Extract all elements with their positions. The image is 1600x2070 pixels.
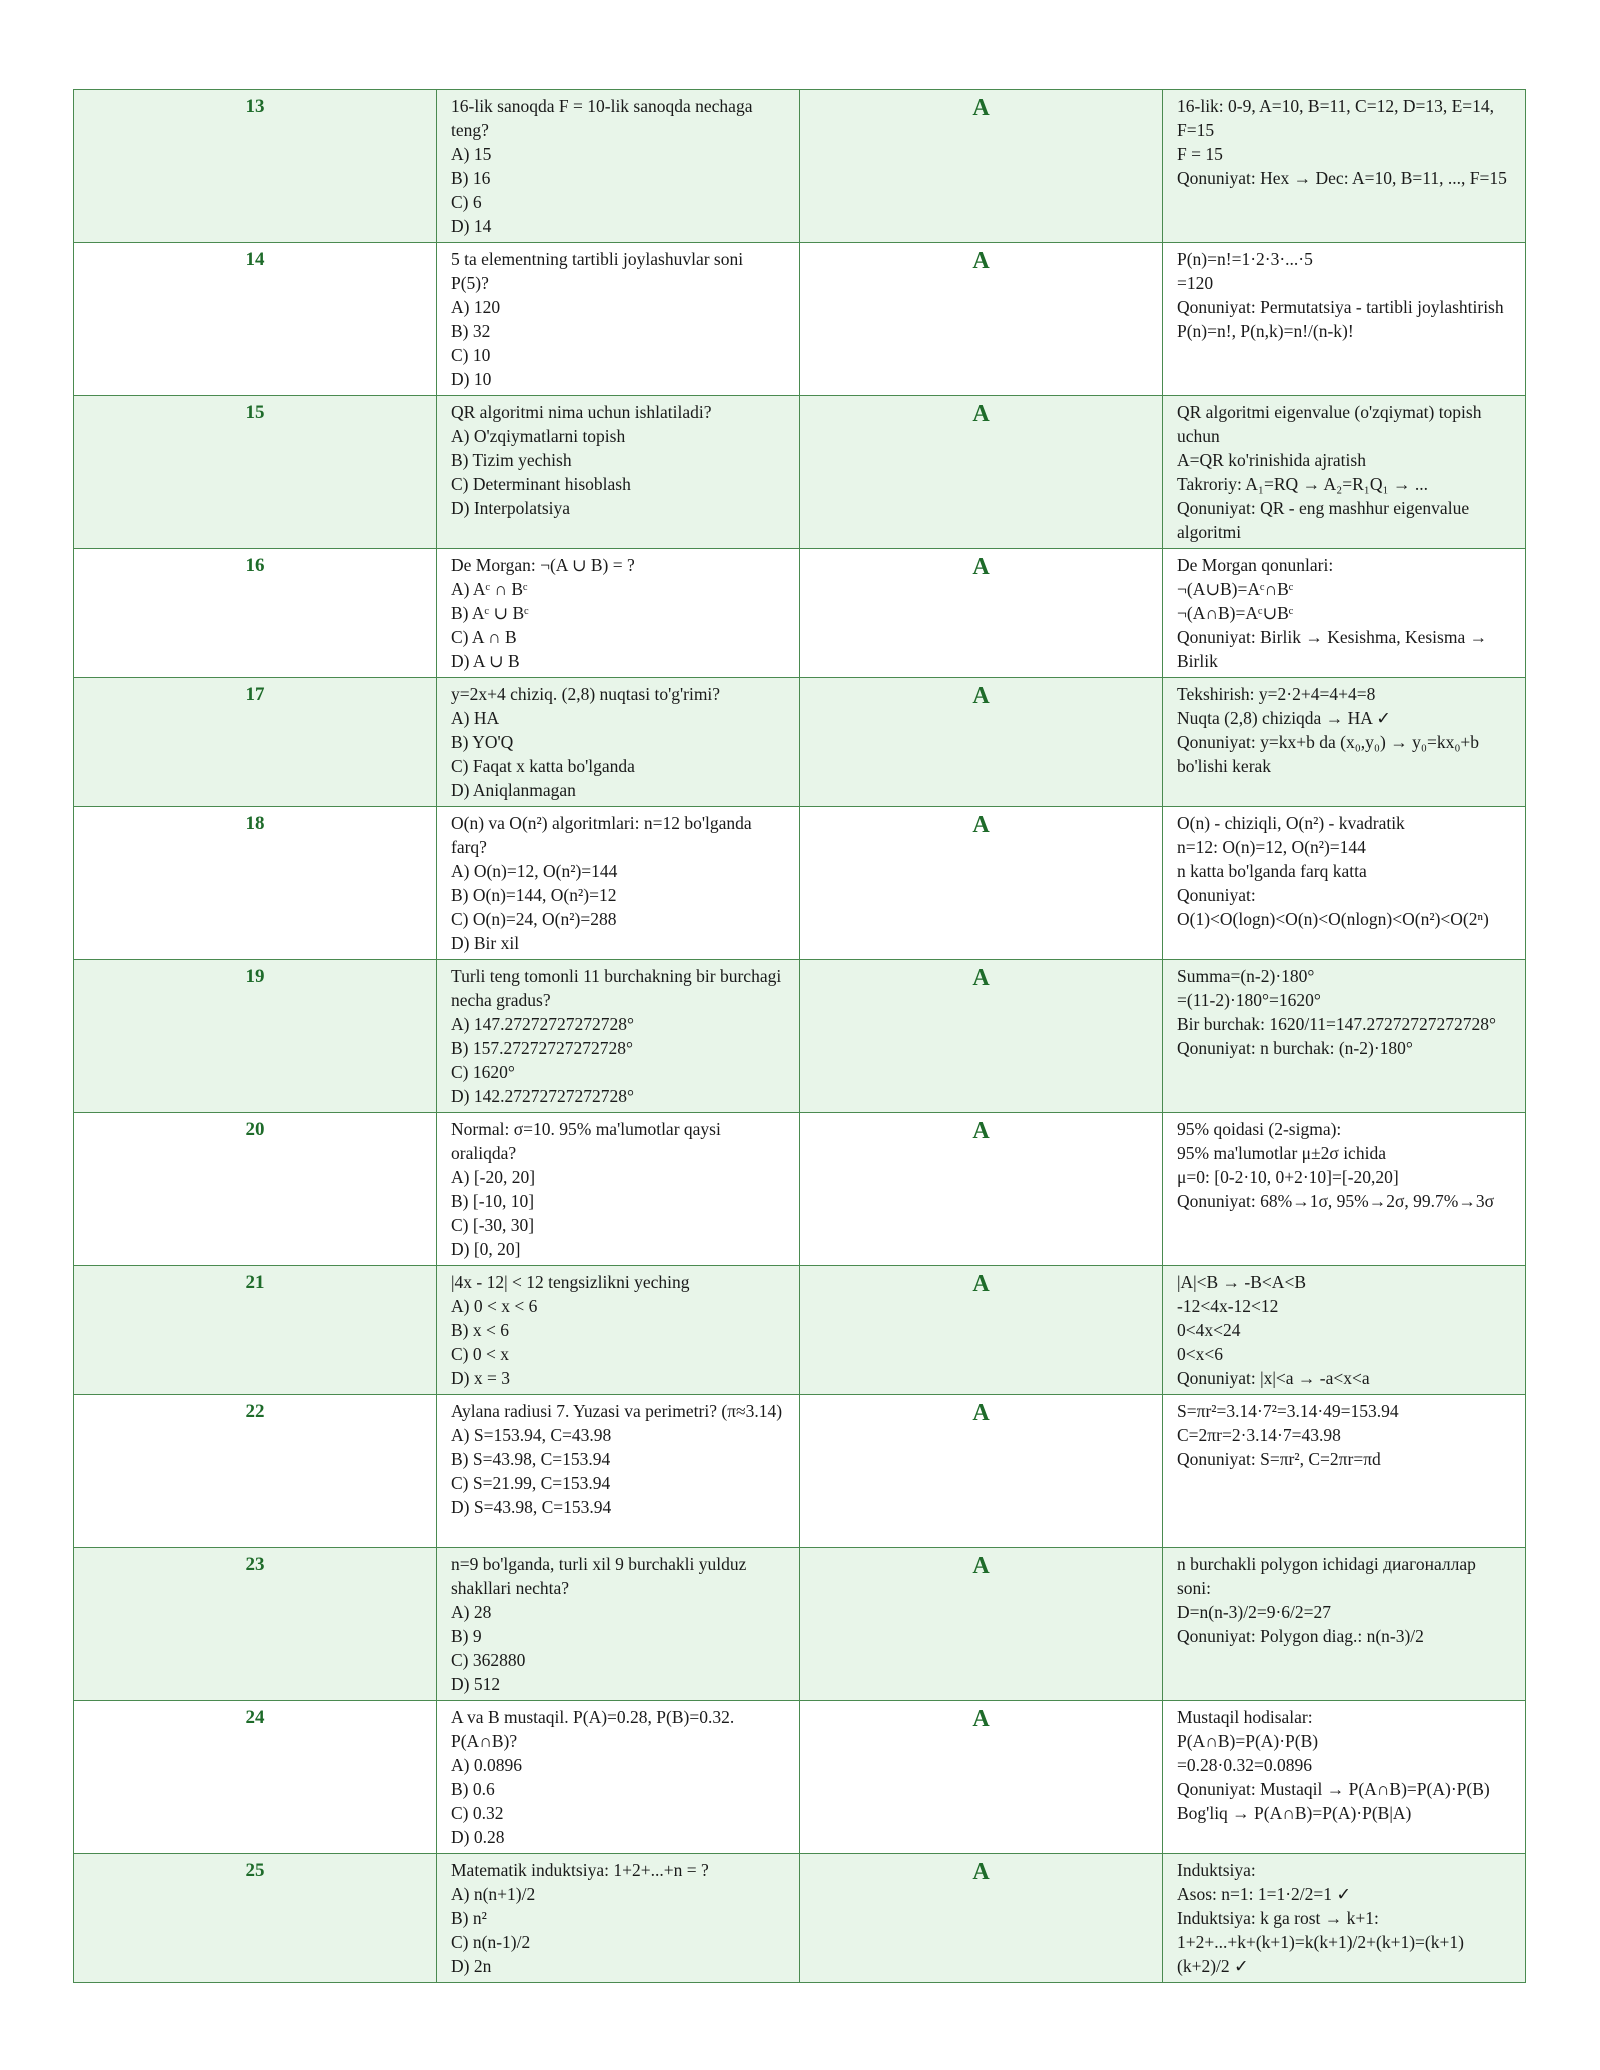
question-text: De Morgan: ¬(A ∪ B) = ? — [451, 555, 635, 575]
question-text: 16-lik sanoqda F = 10-lik sanoqda nechaga teng? — [451, 96, 753, 140]
explanation-line: Qonuniyat: 68%→1σ, 95%→2σ, 99.7%→3σ — [1177, 1191, 1495, 1211]
table-row — [74, 1854, 1526, 1983]
explanation-cell — [1163, 549, 1526, 678]
question-text: Matematik induktsiya: 1+2+...+n = ? — [451, 1860, 709, 1880]
explanation-line: Summa=(n-2)·180° — [1177, 966, 1315, 986]
question-cell — [437, 1113, 800, 1266]
question-text: QR algoritmi nima uchun ishlatiladi? — [451, 402, 712, 422]
answer-option: A) S=153.94, C=43.98 — [451, 1425, 612, 1445]
question-cell — [437, 243, 800, 396]
question-number: 23 — [74, 1548, 437, 1701]
explanation-line: Qonuniyat: y=kx+b da (x₀,y₀) → y₀=kx₀+b bo'lishi kerak — [1177, 732, 1480, 776]
answer-option: B) O(n)=144, O(n²)=12 — [451, 885, 617, 905]
explanation-line: Induktsiya: k ga rost → k+1: — [1177, 1908, 1379, 1928]
question-number: 22 — [74, 1395, 437, 1548]
table-row — [74, 1266, 1526, 1395]
answer-option: D) 14 — [451, 216, 492, 236]
explanation-line: Qonuniyat: Permutatsiya - tartibli joylashtirish — [1177, 297, 1504, 317]
table-row — [74, 678, 1526, 807]
table-row — [74, 1701, 1526, 1854]
question-number: 13 — [74, 90, 437, 243]
explanation-line: Qonuniyat: S=πr², C=2πr=πd — [1177, 1449, 1381, 1469]
explanation-line: n=12: O(n)=12, O(n²)=144 — [1177, 837, 1366, 857]
question-text: y=2x+4 chiziq. (2,8) nuqtasi to'g'rimi? — [451, 684, 721, 704]
question-cell — [437, 678, 800, 807]
table-row — [74, 1548, 1526, 1701]
table-row — [74, 549, 1526, 678]
answer-option: A) 147.27272727272728° — [451, 1014, 634, 1034]
answer-option: D) [0, 20] — [451, 1239, 521, 1259]
correct-answer: A — [800, 90, 1163, 243]
answer-option: D) 2n — [451, 1956, 492, 1976]
explanation-line: ¬(A∩B)=Aᶜ∪Bᶜ — [1177, 603, 1294, 623]
answer-option: A) 120 — [451, 297, 501, 317]
explanation-line: =120 — [1177, 273, 1214, 293]
answer-option: C) 362880 — [451, 1650, 526, 1670]
answer-option: C) 1620° — [451, 1062, 515, 1082]
question-number: 18 — [74, 807, 437, 960]
answer-option: D) 142.27272727272728° — [451, 1086, 634, 1106]
explanation-line: P(A∩B)=P(A)·P(B) — [1177, 1731, 1319, 1751]
table-row — [74, 396, 1526, 549]
table-row — [74, 960, 1526, 1113]
answer-option: B) n² — [451, 1908, 487, 1928]
answer-option: C) Determinant hisoblash — [451, 474, 631, 494]
answer-option: A) HA — [451, 708, 500, 728]
explanation-line: =0.28·0.32=0.0896 — [1177, 1755, 1312, 1775]
explanation-cell — [1163, 678, 1526, 807]
correct-answer: A — [800, 1395, 1163, 1548]
question-number: 21 — [74, 1266, 437, 1395]
explanation-line: C=2πr=2·3.14·7=43.98 — [1177, 1425, 1341, 1445]
explanation-line: De Morgan qonunlari: — [1177, 555, 1334, 575]
question-text: |4x - 12| < 12 tengsizlikni yeching — [451, 1272, 690, 1292]
answer-option: D) Bir xil — [451, 933, 520, 953]
explanation-line: Bog'liq → P(A∩B)=P(A)·P(B|A) — [1177, 1803, 1412, 1823]
explanation-cell — [1163, 807, 1526, 960]
explanation-line: F = 15 — [1177, 144, 1223, 164]
explanation-line: O(n) - chiziqli, O(n²) - kvadratik — [1177, 813, 1405, 833]
correct-answer: A — [800, 807, 1163, 960]
correct-answer: A — [800, 243, 1163, 396]
explanation-line: O(1)<O(logn)<O(n)<O(nlogn)<O(n²)<O(2ⁿ) — [1177, 909, 1489, 929]
question-cell — [437, 90, 800, 243]
question-cell — [437, 1854, 800, 1983]
answer-option: D) 512 — [451, 1674, 501, 1694]
explanation-line: Qonuniyat: n burchak: (n-2)·180° — [1177, 1038, 1413, 1058]
explanation-line: Qonuniyat: Hex → Dec: A=10, B=11, ..., F=15 — [1177, 168, 1507, 188]
explanation-cell — [1163, 1395, 1526, 1548]
answer-option: B) [-10, 10] — [451, 1191, 535, 1211]
explanation-line: Qonuniyat: — [1177, 885, 1256, 905]
answer-option: C) [-30, 30] — [451, 1215, 535, 1235]
answer-option: C) 6 — [451, 192, 482, 212]
answer-option: B) 9 — [451, 1626, 482, 1646]
question-number: 17 — [74, 678, 437, 807]
explanation-line: n katta bo'lganda farq katta — [1177, 861, 1367, 881]
explanation-line: ¬(A∪B)=Aᶜ∩Bᶜ — [1177, 579, 1294, 599]
answer-option: A) n(n+1)/2 — [451, 1884, 536, 1904]
explanation-line: 0<x<6 — [1177, 1344, 1223, 1364]
answer-option: D) x = 3 — [451, 1368, 510, 1388]
answer-option: A) 15 — [451, 144, 492, 164]
explanation-cell — [1163, 960, 1526, 1113]
explanation-cell — [1163, 1701, 1526, 1854]
correct-answer: A — [800, 549, 1163, 678]
explanation-line: |A|<B → -B<A<B — [1177, 1272, 1306, 1292]
question-number: 20 — [74, 1113, 437, 1266]
answer-option: D) 10 — [451, 369, 492, 389]
answer-option: A) 0.0896 — [451, 1755, 522, 1775]
answer-option: C) O(n)=24, O(n²)=288 — [451, 909, 617, 929]
explanation-cell — [1163, 90, 1526, 243]
table-row — [74, 1113, 1526, 1266]
explanation-line: Nuqta (2,8) chiziqda → HA ✓ — [1177, 708, 1391, 728]
explanation-line: 95% ma'lumotlar μ±2σ ichida — [1177, 1143, 1386, 1163]
table-row — [74, 90, 1526, 243]
question-text: n=9 bo'lganda, turli xil 9 burchakli yulduz shakllari nechta? — [451, 1554, 747, 1598]
correct-answer: A — [800, 1266, 1163, 1395]
explanation-cell — [1163, 243, 1526, 396]
explanation-line: Takroriy: A₁=RQ → A₂=R₁Q₁ → ... — [1177, 474, 1428, 494]
answer-option: A) O'zqiymatlarni topish — [451, 426, 626, 446]
answer-option: D) Interpolatsiya — [451, 498, 571, 518]
question-number: 16 — [74, 549, 437, 678]
question-cell — [437, 396, 800, 549]
question-cell — [437, 1701, 800, 1854]
explanation-cell — [1163, 1854, 1526, 1983]
question-number: 15 — [74, 396, 437, 549]
answer-option: A) 28 — [451, 1602, 492, 1622]
answer-option: B) 16 — [451, 168, 491, 188]
question-cell — [437, 1548, 800, 1701]
question-text: Turli teng tomonli 11 burchakning bir burchagi necha gradus? — [451, 966, 782, 1010]
question-cell — [437, 1395, 800, 1548]
answer-option: B) YO'Q — [451, 732, 514, 752]
answer-option: C) n(n-1)/2 — [451, 1932, 531, 1952]
question-number: 14 — [74, 243, 437, 396]
answer-option: B) Aᶜ ∪ Bᶜ — [451, 603, 529, 623]
explanation-line: D=n(n-3)/2=9·6/2=27 — [1177, 1602, 1332, 1622]
explanation-line: -12<4x-12<12 — [1177, 1296, 1279, 1316]
explanation-cell — [1163, 396, 1526, 549]
explanation-line: Tekshirish: y=2·2+4=4+4=8 — [1177, 684, 1376, 704]
answer-option: B) S=43.98, C=153.94 — [451, 1449, 611, 1469]
explanation-line: =(11-2)·180°=1620° — [1177, 990, 1321, 1010]
explanation-line: A=QR ko'rinishida ajratish — [1177, 450, 1366, 470]
question-number: 24 — [74, 1701, 437, 1854]
question-text: A va B mustaqil. P(A)=0.28, P(B)=0.32. P(A∩B)? — [451, 1707, 735, 1751]
answer-option: C) S=21.99, C=153.94 — [451, 1473, 611, 1493]
explanation-line: n burchakli polygon ichidagi диагоналлар soni: — [1177, 1554, 1476, 1598]
answer-option: B) 0.6 — [451, 1779, 495, 1799]
explanation-line: Induktsiya: — [1177, 1860, 1256, 1880]
question-cell — [437, 1266, 800, 1395]
answer-option: C) Faqat x katta bo'lganda — [451, 756, 635, 776]
correct-answer: A — [800, 1113, 1163, 1266]
answer-option: D) S=43.98, C=153.94 — [451, 1497, 612, 1517]
answer-option: C) 0 < x — [451, 1344, 509, 1364]
explanation-line: μ=0: [0-2·10, 0+2·10]=[-20,20] — [1177, 1167, 1399, 1187]
question-cell — [437, 960, 800, 1113]
correct-answer: A — [800, 1701, 1163, 1854]
correct-answer: A — [800, 1854, 1163, 1983]
question-text: 5 ta elementning tartibli joylashuvlar soni P(5)? — [451, 249, 744, 293]
answer-option: B) 32 — [451, 321, 491, 341]
question-text: Normal: σ=10. 95% ma'lumotlar qaysi oraliqda? — [451, 1119, 721, 1163]
question-cell — [437, 807, 800, 960]
correct-answer: A — [800, 1548, 1163, 1701]
answer-key-table — [73, 89, 1526, 1983]
explanation-cell — [1163, 1113, 1526, 1266]
question-number: 19 — [74, 960, 437, 1113]
question-cell — [437, 549, 800, 678]
table-row — [74, 1395, 1526, 1548]
explanation-line: Qonuniyat: Mustaqil → P(A∩B)=P(A)·P(B) — [1177, 1779, 1490, 1799]
explanation-line: QR algoritmi eigenvalue (o'zqiymat) topish uchun — [1177, 402, 1482, 446]
answer-option: C) A ∩ B — [451, 627, 517, 647]
explanation-cell — [1163, 1548, 1526, 1701]
explanation-line: Bir burchak: 1620/11=147.27272727272728° — [1177, 1014, 1497, 1034]
correct-answer: A — [800, 678, 1163, 807]
answer-option: B) Tizim yechish — [451, 450, 572, 470]
table-row — [74, 243, 1526, 396]
answer-option: D) Aniqlanmagan — [451, 780, 576, 800]
answer-option: A) Aᶜ ∩ Bᶜ — [451, 579, 528, 599]
explanation-line: 16-lik: 0-9, A=10, B=11, C=12, D=13, E=14, F=15 — [1177, 96, 1495, 140]
answer-option: B) x < 6 — [451, 1320, 509, 1340]
explanation-line: Asos: n=1: 1=1·2/2=1 ✓ — [1177, 1884, 1352, 1904]
explanation-line: S=πr²=3.14·7²=3.14·49=153.94 — [1177, 1401, 1399, 1421]
question-number: 25 — [74, 1854, 437, 1983]
answer-option: A) [-20, 20] — [451, 1167, 536, 1187]
explanation-line: 1+2+...+k+(k+1)=k(k+1)/2+(k+1)=(k+1)(k+2)/2 ✓ — [1177, 1932, 1464, 1976]
explanation-line: 0<4x<24 — [1177, 1320, 1241, 1340]
correct-answer: A — [800, 960, 1163, 1113]
explanation-line: Qonuniyat: QR - eng mashhur eigenvalue algoritmi — [1177, 498, 1470, 542]
table-row — [74, 807, 1526, 960]
explanation-cell — [1163, 1266, 1526, 1395]
answer-option: D) A ∪ B — [451, 651, 520, 671]
explanation-line: Mustaqil hodisalar: — [1177, 1707, 1313, 1727]
explanation-line: P(n)=n!=1·2·3·...·5 — [1177, 249, 1313, 269]
explanation-line: Qonuniyat: Birlik → Kesishma, Kesisma → Birlik — [1177, 627, 1488, 671]
correct-answer: A — [800, 396, 1163, 549]
answer-option: C) 10 — [451, 345, 491, 365]
question-text: O(n) va O(n²) algoritmlari: n=12 bo'lganda farq? — [451, 813, 752, 857]
answer-option: A) 0 < x < 6 — [451, 1296, 538, 1316]
answer-option: A) O(n)=12, O(n²)=144 — [451, 861, 618, 881]
explanation-line: 95% qoidasi (2-sigma): — [1177, 1119, 1342, 1139]
explanation-line: Qonuniyat: |x|<a → -a<x<a — [1177, 1368, 1370, 1388]
question-text: Aylana radiusi 7. Yuzasi va perimetri? (π≈3.14) — [451, 1401, 783, 1421]
answer-option: B) 157.27272727272728° — [451, 1038, 633, 1058]
explanation-line: Qonuniyat: Polygon diag.: n(n-3)/2 — [1177, 1626, 1424, 1646]
answer-option: D) 0.28 — [451, 1827, 505, 1847]
explanation-line: P(n)=n!, P(n,k)=n!/(n-k)! — [1177, 321, 1354, 341]
answer-option: C) 0.32 — [451, 1803, 504, 1823]
